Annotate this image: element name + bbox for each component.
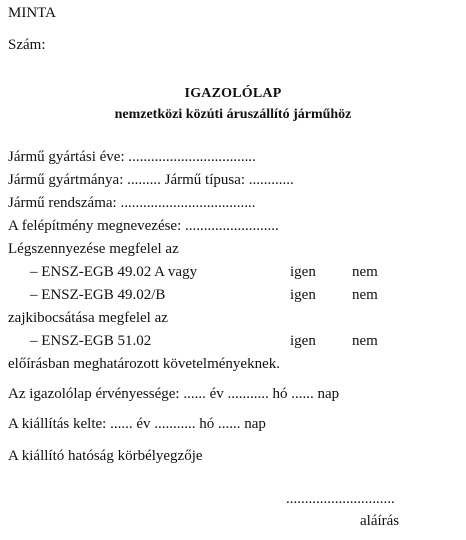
field-manufacture-year: Jármű gyártási éve: ..................................	[8, 149, 256, 165]
number-label: Szám:	[8, 37, 46, 53]
noise-row-label: – ENSZ-EGB 51.02	[30, 333, 152, 349]
authority-stamp-label: A kiállító hatóság körbélyegzője	[8, 448, 203, 464]
noise-row-yes: igen	[290, 333, 316, 349]
field-plate-number: Jármű rendszáma: ....................................	[8, 195, 256, 211]
emission-row-yes: igen	[290, 264, 316, 280]
emission-row-label: – ENSZ-EGB 49.02 A vagy	[30, 264, 198, 280]
sample-label: MINTA	[8, 5, 56, 21]
field-body-description: A felépítmény megnevezése: .........................	[8, 218, 279, 234]
noise-intro: zajkibocsátása megfelel az	[8, 310, 168, 326]
signature-line: .............................	[286, 491, 395, 507]
signature-label: aláírás	[360, 513, 400, 529]
emission-intro: Légszennyezése megfelel az	[8, 241, 179, 257]
emission-row-no: nem	[352, 264, 378, 280]
emission-row-no: nem	[352, 287, 378, 303]
noise-row-no: nem	[352, 333, 378, 349]
form-title: IGAZOLÓLAP	[184, 86, 282, 101]
issue-date-line: A kiállítás kelte: ...... év ........... hó ...... nap	[8, 416, 266, 432]
emission-row-yes: igen	[290, 287, 316, 303]
field-make-and-type: Jármű gyártmánya: ......... Jármű típusa: ............	[8, 172, 294, 188]
form-subtitle: nemzetközi közúti áruszállító járműhöz	[114, 107, 352, 122]
noise-outro: előírásban meghatározott követelményeknek.	[8, 356, 280, 372]
validity-line: Az igazolólap érvényessége: ...... év ........... hó ...... nap	[8, 386, 340, 402]
emission-row-label: – ENSZ-EGB 49.02/B	[30, 287, 166, 303]
